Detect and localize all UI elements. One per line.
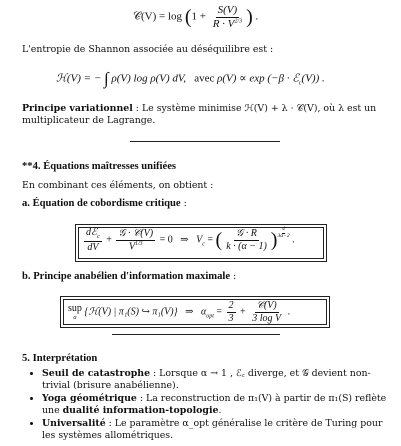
variational-principle: Principe variationnel : Le système minimise ℋ(V) + λ · 𝒞(V), où λ est un multiplicateur de Lagrange. bbox=[22, 103, 377, 127]
list-item: • Seuil de catastrophe : Lorsque α → 1 , ℰ꜀ diverge, et 𝒢 devient non-trivial (brisure anabélienne). bbox=[42, 368, 390, 392]
list-item: • Universalité : Le paramètre α_opt généralise le critère de Turing pour les systèmes allométriques. bbox=[42, 418, 390, 442]
combining-text: En combinant ces éléments, on obtient : bbox=[22, 180, 214, 191]
section-5-title: 5. Interprétation bbox=[22, 353, 98, 364]
entropy-intro: L'entropie de Shannon associée au déséquilibre est : bbox=[22, 44, 274, 55]
equation-complexity: 𝒞(V) = log (1 + $\frac{S(V)}{R \cdot V^{2/3}}$ ) . bbox=[133, 4, 259, 30]
separator-rule-2 bbox=[112, 334, 280, 335]
section-4-title: **4. Équations maîtresses unifiées bbox=[22, 161, 177, 172]
subsection-a-title: a. Équation de cobordisme critique : bbox=[22, 198, 187, 209]
complexity-lhs: 𝒞(V) = log bbox=[133, 10, 183, 23]
equation-cobordism: $\frac{dℰ_c}{dV}$ + $\frac{\text{𝒢 · 𝒞(V)}}{V^{1/3}}$ = 0 ⇒ $V_c$ = ( $\frac{\text{𝒢 · R}}{k \cdot (\alpha - 1)}$ ) $^{\frac{4}{3\alpha-2}}$ . bbox=[86, 226, 295, 253]
equation-anabelian: sup α {ℋ(V) | π₁(S) ↪ π₁(V)} ⇒ $\alpha_{opt}$ = $\frac{2}{3}$ + $\frac{\text{𝒞(V)}}{\text{3 log V}}$ . bbox=[68, 300, 291, 324]
complexity-fraction: $\frac{S(V)}{R \cdot V^{2/3}}$ bbox=[212, 4, 243, 30]
separator-rule-1 bbox=[130, 141, 280, 142]
subsection-b-title: b. Principe anabélien d'information maximale : bbox=[22, 271, 237, 282]
equation-entropy: ℋ(V) = − ∫ ρ(V) log ρ(V) dV, avec ρ(V) ∝ exp (−β · ℰ$_c$(V)) . bbox=[56, 69, 325, 88]
list-item: • Yoga géométrique : La reconstruction de π₁(V) à partir de π₁(S) reflète une dualité information-topologie. bbox=[42, 393, 390, 417]
variational-label: Principe variationnel bbox=[22, 103, 133, 114]
interpretation-list bbox=[28, 368, 390, 443]
